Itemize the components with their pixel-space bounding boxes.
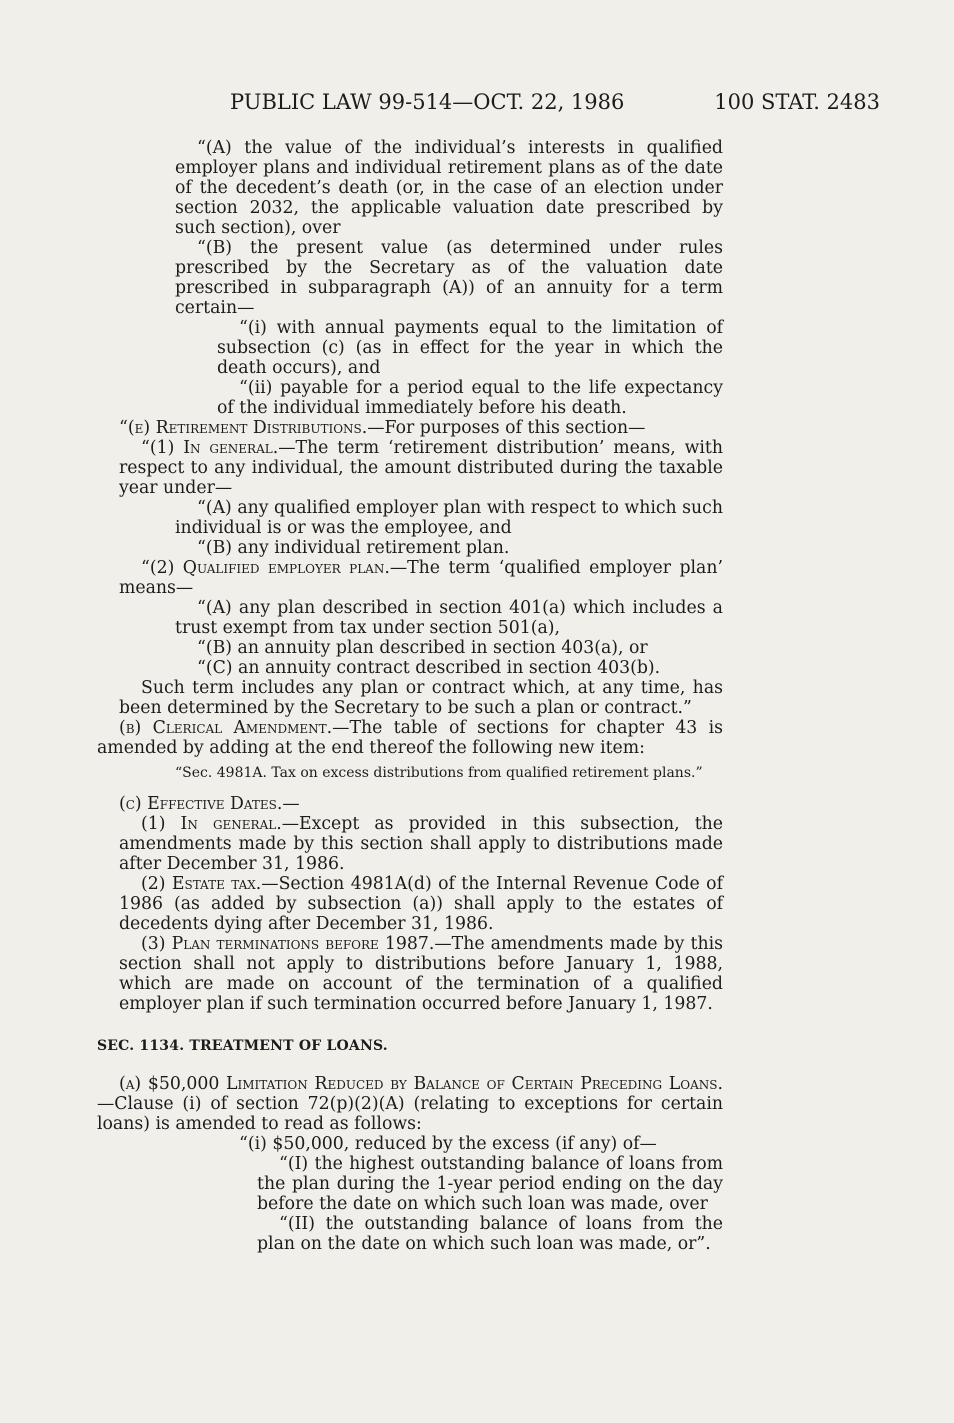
paragraph-text: —For purposes of this section—: [367, 418, 646, 438]
paragraph: [97, 558, 723, 598]
loans-text: [97, 1074, 723, 1254]
statute-body: [97, 138, 723, 1254]
paragraph-heading: (c) Effective Dates.: [119, 794, 283, 814]
paragraph-heading: “(e) Retirement Distributions.: [119, 418, 368, 438]
paragraph: [97, 814, 723, 874]
paragraph-text: “(B) any individual retirement plan.: [197, 538, 510, 558]
paragraph-text: —Section 4981A(d) of the Internal Revenue Code of 1986 (as added by subsection (a)) shall apply to the estates of decedents dying after December 31, 1986.: [119, 874, 723, 934]
paragraph-text: “(B) the present value (as determined under rules prescribed by the Secretary as of the valuation date prescribed in subparagraph (A)) of an annuity for a term certain—: [175, 238, 723, 318]
paragraph: [97, 794, 723, 814]
paragraph-text: “(B) an annuity plan described in section 403(a), or: [197, 638, 648, 658]
paragraph-text: —: [282, 794, 300, 814]
paragraph-text: —The amendments made by this section shall not apply to distributions before January 1, 1988, which are made on account of the termination of a qualified employer plan if such termination occurred before January 1, 1987.: [119, 934, 723, 1014]
paragraph: [97, 1074, 723, 1134]
paragraph: [97, 438, 723, 498]
paragraph-text: “(II) the outstanding balance of loans from the plan on the date on which such loan was made, or”.: [257, 1214, 723, 1254]
paragraph: [97, 1214, 723, 1254]
paragraph-text: “(i) $50,000, reduced by the excess (if any) of—: [239, 1134, 657, 1154]
paragraph-text: “(ii) payable for a period equal to the life expectancy of the individual immediately before his death.: [217, 378, 723, 418]
paragraph: [97, 138, 723, 238]
paragraph: [97, 874, 723, 934]
paragraph-heading: (3) Plan terminations before 1987.: [141, 934, 435, 954]
paragraph-text: —The table of sections for chapter 43 is amended by adding at the end thereof the following new item:: [97, 718, 724, 758]
paragraph: [97, 498, 723, 538]
paragraph-heading: (1) In general.: [141, 814, 282, 834]
paragraph-text: “(A) the value of the individual’s interests in qualified employer plans and individual retirement plans as of the date of the decedent’s death (or, in the case of an election under section 2032, the applicable valuation date prescribed by such section), over: [175, 138, 723, 238]
header-stat-citation: 100 STAT. 2483: [714, 90, 880, 114]
table-of-sections-item: “Sec. 4981A. Tax on excess distributions from qualified retirement plans.”: [175, 765, 703, 781]
paragraph: [97, 718, 723, 758]
paragraph-text: —Except as provided in this subsection, the amendments made by this section shall apply to distributions made after December 31, 1986.: [119, 814, 723, 874]
page-header: [230, 90, 880, 116]
paragraph: [97, 378, 723, 418]
paragraph: [97, 638, 723, 658]
paragraph-text: —The term ‘qualified employer plan’ means—: [119, 558, 723, 598]
paragraph: [97, 1154, 723, 1214]
paragraph-text: “(I) the highest outstanding balance of loans from the plan during the 1-year period ending on the day before the date on which such loan was made, over: [257, 1154, 723, 1214]
paragraph: [97, 1134, 723, 1154]
paragraph: [97, 678, 723, 718]
paragraph-text: “(C) an annuity contract described in section 403(b).: [197, 658, 661, 678]
paragraph: [97, 238, 723, 318]
paragraph-text: “(A) any qualified employer plan with respect to which such individual is or was the employee, and: [175, 498, 723, 538]
paragraph: [97, 598, 723, 638]
paragraph: [97, 418, 723, 438]
paragraph-heading: (a) $50,000 Limitation Reduced by Balance of Certain Preceding Loans.: [119, 1074, 723, 1094]
section-heading: SEC. 1134. TREATMENT OF LOANS.: [97, 1038, 388, 1054]
paragraph: [97, 318, 723, 378]
subsection-d-e-text: [97, 138, 723, 758]
paragraph-text: “(i) with annual payments equal to the limitation of subsection (c) (as in effect for the year in which the death occurs), and: [217, 318, 723, 378]
paragraph: [97, 538, 723, 558]
paragraph-heading: (b) Clerical Amendment.: [119, 718, 333, 738]
paragraph-heading: “(2) Qualified employer plan.: [141, 558, 390, 578]
paragraph-text: —Clause (i) of section 72(p)(2)(A) (relating to exceptions for certain loans) is amended to read as follows:: [97, 1094, 723, 1134]
header-title: PUBLIC LAW 99-514—OCT. 22, 1986: [230, 90, 625, 114]
paragraph-text: “(A) any plan described in section 401(a) which includes a trust exempt from tax under section 501(a),: [175, 598, 723, 638]
paragraph: [97, 934, 723, 1014]
paragraph-text: —The term ‘retirement distribution’ means, with respect to any individual, the amount distributed during the taxable year under—: [119, 438, 723, 498]
paragraph: [97, 658, 723, 678]
paragraph-text: Such term includes any plan or contract which, at any time, has been determined by the Secretary to be such a plan or contract.”: [119, 678, 723, 718]
effective-dates-text: [97, 794, 723, 1014]
paragraph-heading: (2) Estate tax.: [141, 874, 262, 894]
paragraph-heading: “(1) In general.: [141, 438, 279, 458]
